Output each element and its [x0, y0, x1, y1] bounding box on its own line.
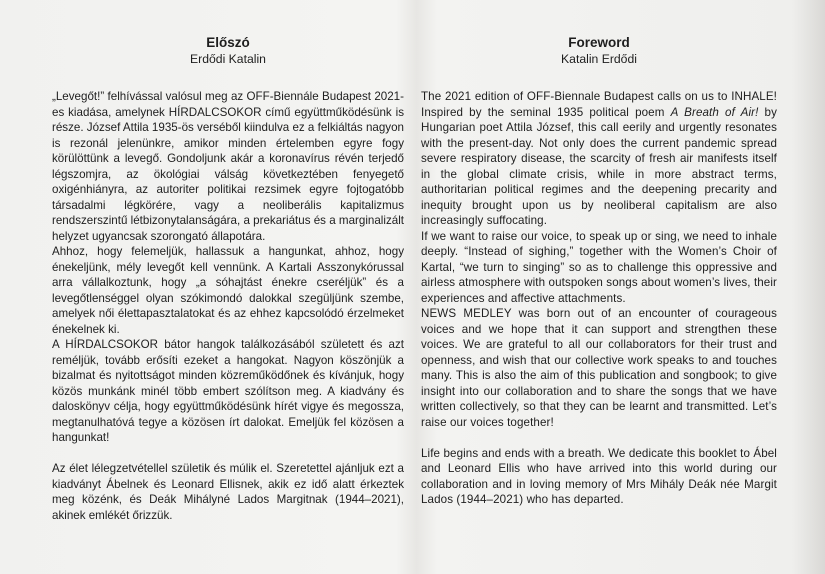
- page-title: Foreword: [568, 35, 630, 50]
- dedication-paragraph: Life begins and ends with a breath. We dedicate this booklet to Ábel and Leonard Ellis who have arrived into this world during our collaboration and in loving memory of Mrs Mihály Deák née Margit Lados (1944–2021) who has departed.: [421, 446, 777, 506]
- english-body: [421, 89, 777, 508]
- paragraph: NEWS MEDLEY was born out of an encounter of courageous voices and we hope that it can support and strengthen these voices. We are grateful to all our collaborators for their trust and openness, and wish that our collective work speaks to and touches many. This is also the aim of this publication and songbook; to give insight into our collaboration and to share the songs that we have written collectively, so that they can be learnt and transmitted. Let’s raise our voices together!: [421, 307, 777, 429]
- paragraph-text: by Hungarian poet Attila József, this call eerily and urgently resonates with the present-day. Not only does the current pandemic spread severe respiratory disease, the scarcity of fresh air manifests itself in the global climate crisis, while in more abstract terms, authoritarian political regimes and the deepening precarity and inequity brought upon us by neoliberal capitalism are also increasingly suffocating.: [421, 105, 777, 227]
- english-header: [421, 34, 777, 67]
- hungarian-header: [52, 34, 404, 67]
- author-name: Erdődi Katalin: [190, 52, 266, 66]
- paragraph: If we want to raise our voice, to speak up or sing, we need to inhale deeply. “Instead of sighing,” together with the Women’s Choir of Kartal, “we turn to singing” so as to challenge this oppressive and airless atmosphere with outspoken songs about women’s lives, their experiences and affective attachments.: [421, 229, 777, 305]
- page-title: Előszó: [206, 35, 250, 50]
- paragraph: „Levegőt!” felhívással valósul meg az OFF-Biennále Budapest 2021-es kiadása, amelynek HÍRDALCSOKOR című együttműködésünk is része. József Attila 1935-ös verséből kiindulva ez a felkiáltás nagyon is rezonál jelenünkre, amikor minden értelemben egyre fogy körülöttünk a levegő. Gondoljunk akár a koronavírus révén terjedő légszomjra, az ökológiai válság következtében fenyegető oxigénhiányra, az autoriter politikai rezsimek egyre fojtogatóbb társadalmi légkörére, vagy a neoliberális kapitalizmus rendszerszintű létbizonytalanságára, a prekariátus és a marginalizált helyzet ugyancsak szorongató állapotára.: [52, 90, 404, 243]
- paragraph-text: The 2021 edition of OFF-Biennale Budapest calls on us to INHALE! Inspired by the seminal 1935 political poem: [421, 90, 777, 119]
- paragraph: Ahhoz, hogy felemeljük, hallassuk a hangunkat, ahhoz, hogy énekeljünk, mély levegőt kell vennünk. A Kartali Asszonykórussal arra vállalkoztunk, hogy „a sóhajtást énekre cseréljük” és a levegőtlenséggel olyan szókimondó dalokkal szegüljünk szembe, amelyek női élettapasztalatokat és az ehhez kapcsolódó érzelmeket énekelnek ki.: [52, 245, 404, 336]
- paragraph-gap: [52, 446, 404, 462]
- paragraph: A HÍRDALCSOKOR bátor hangok találkozásából született és azt reméljük, tovább erősíti ezeket a hangokat. Nagyon köszönjük a bizalmat és nyitottságot minden közreműködőnek és kívánjuk, hogy közös munkánk minél több embert szólítson meg. A kiadvány és daloskönyv célja, hogy együttműködésünk hírét vigye és megossza, megtanulhatóvá tegye a közösen írt dalokat. Emeljük fel közösen a hangunkat!: [52, 338, 404, 444]
- paragraph-gap: [421, 430, 777, 446]
- poem-title: A Breath of Air!: [670, 105, 759, 119]
- english-column: [421, 34, 777, 508]
- hungarian-body: [52, 89, 404, 523]
- hungarian-column: [52, 34, 404, 523]
- paragraph: [421, 89, 777, 229]
- dedication-paragraph: Az élet lélegzetvétellel születik és múlik el. Szeretettel ajánljuk ezt a kiadványt Ábelnek és Leonard Ellisnek, akik ez idő alatt érkeztek meg közénk, és Deák Mihályné Lados Margitnak (1944–2021), akinek emlékét őrizzük.: [52, 462, 404, 522]
- author-name: Katalin Erdődi: [561, 52, 637, 66]
